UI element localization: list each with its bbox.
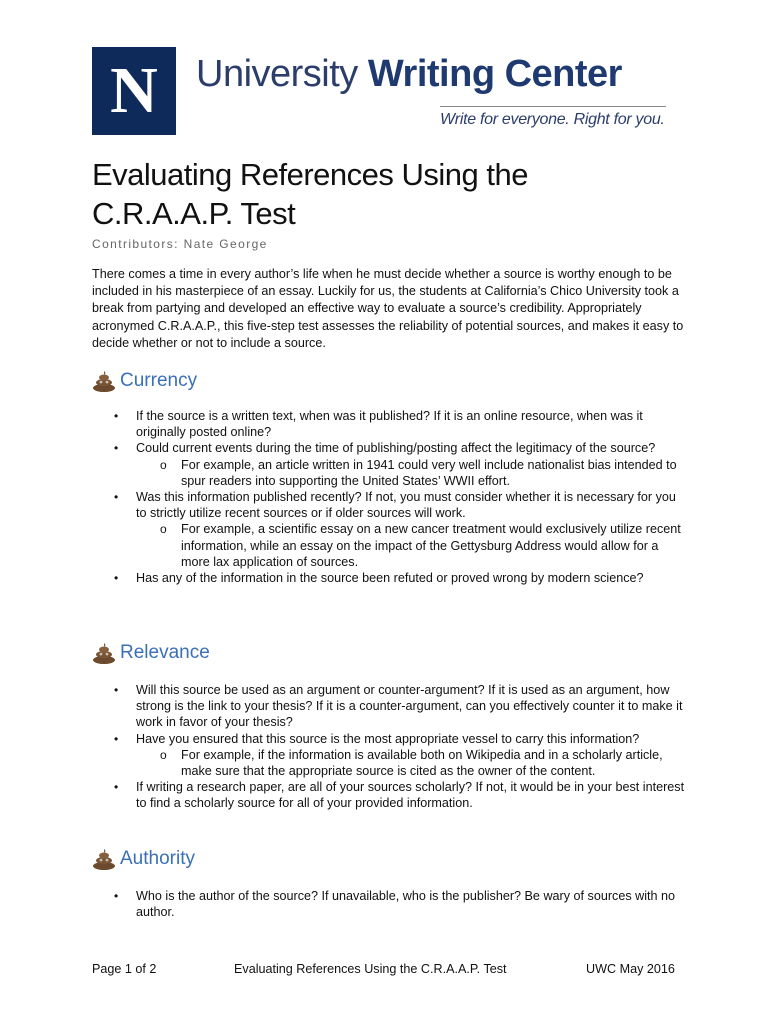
- bullet: •: [114, 441, 119, 456]
- header-title-part2: Writing Center: [367, 53, 622, 95]
- bullet: •: [114, 409, 119, 423]
- list-item-text: Could current events during the time of publishing/posting affect the legitimacy of the source?: [136, 441, 656, 456]
- intro-paragraph: There comes a time in every author’s life when he must decide whether a source is worthy enough to be included in his masterpiece of an essay. Luckily for us, the students at California’s Chico University took a break from partying and developed an effective way to evaluate a source’s credibility. Appropriately acronymed C.R.A.A.P., this five-step test assesses the reliability of potential sources, and makes it easy to decide whether or not to include a source.: [92, 267, 684, 350]
- sub-list-item-text: For example, if the information is available both on Wikipedia and in a scholarly article, make sure that the appropriate source is cited as the owner of the content.: [181, 747, 663, 779]
- list-item: [92, 408, 686, 440]
- sub-list-item: [136, 521, 686, 570]
- header-divider: [440, 106, 666, 107]
- bullet: •: [114, 571, 119, 586]
- sub-list-item: [136, 457, 686, 489]
- header-tagline: Write for everyone. Right for you.: [440, 111, 665, 128]
- bullet: •: [114, 731, 119, 746]
- bullet: •: [114, 889, 119, 903]
- sub-bullet: o: [160, 747, 167, 762]
- sub-list-item-text: For example, a scientific essay on a new cancer treatment would exclusively utilize recent information, while an essay on the impact of the Gettysburg Address would allow for a more lax application of sources.: [181, 522, 681, 569]
- poop-emoji-icon: [92, 848, 118, 870]
- list-item: [92, 888, 686, 920]
- relevance-list: [92, 682, 686, 812]
- logo-letter: N: [110, 54, 158, 127]
- sub-list-item-text: For example, an article written in 1941 could very well include nationalist bias intended to spur readers into supporting the United States’ WWII effort.: [181, 457, 677, 488]
- list-item: [92, 489, 686, 570]
- contributors-line: Contributors: Nate George: [92, 237, 268, 251]
- list-item-text: Who is the author of the source? If unavailable, who is the publisher? Be wary of sources with no author.: [136, 889, 676, 920]
- footer-page-number: Page 1 of 2: [92, 962, 157, 976]
- section-heading-label: Relevance: [120, 642, 210, 663]
- list-item: [92, 570, 686, 586]
- list-item: [92, 682, 686, 731]
- section-heading-currency: [92, 366, 197, 392]
- list-item: [92, 779, 686, 811]
- bullet: •: [114, 683, 119, 697]
- list-item: [92, 440, 686, 489]
- header-title-part1: University: [196, 53, 358, 95]
- bullet: •: [114, 780, 119, 795]
- authority-list: [92, 888, 686, 920]
- section-heading-label: Authority: [120, 848, 195, 869]
- list-item-text: Was this information published recently? If not, you must consider whether it is necessary for you to strictly utilize recent sources or if older sources will work.: [136, 490, 676, 521]
- list-item: [92, 731, 686, 780]
- section-heading-authority: [92, 844, 195, 870]
- list-item-text: Has any of the information in the source been refuted or proved wrong by modern science?: [136, 571, 644, 586]
- poop-emoji-icon: [92, 370, 118, 392]
- sub-list-item: [136, 747, 686, 779]
- bullet: •: [114, 490, 119, 505]
- section-heading-label: Currency: [120, 370, 198, 391]
- list-item-text: If writing a research paper, are all of your sources scholarly? If not, it would be in your best interest to find a scholarly source for all of your provided information.: [136, 780, 685, 811]
- footer-date: UWC May 2016: [586, 962, 675, 976]
- list-item-text: Will this source be used as an argument or counter-argument? If it is used as an argument, how strong is the link to your thesis? If it is a counter-argument, can you effectively counter it to make it work in favor of your thesis?: [136, 683, 683, 730]
- footer-title: Evaluating References Using the C.R.A.A.P. Test: [234, 962, 507, 976]
- header-title: [196, 52, 622, 96]
- university-logo: [92, 47, 176, 135]
- sub-bullet: o: [160, 457, 167, 472]
- poop-emoji-icon: [92, 642, 118, 664]
- sub-bullet: o: [160, 522, 167, 537]
- list-item-text: Have you ensured that this source is the most appropriate vessel to carry this information?: [136, 731, 640, 746]
- currency-list: [92, 408, 686, 586]
- list-item-text: If the source is a written text, when was it published? If it is an online resource, when was it originally posted online?: [136, 409, 643, 440]
- section-heading-relevance: [92, 638, 210, 664]
- document-title: Evaluating References Using the C.R.A.A.P. Test: [92, 157, 528, 231]
